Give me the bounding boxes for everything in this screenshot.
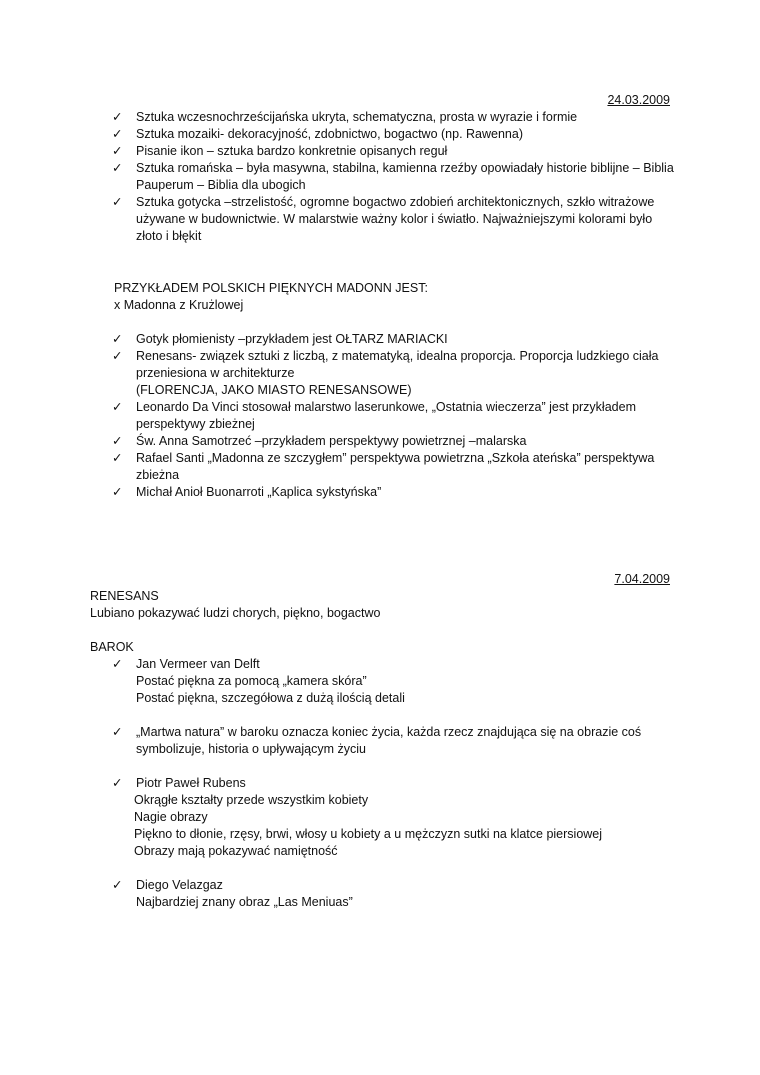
section-barok <box>90 639 675 911</box>
list-item-velazquez <box>90 877 675 911</box>
list-item <box>90 143 675 160</box>
checkmark-icon: ✓ <box>112 349 123 363</box>
list-item <box>90 109 675 126</box>
checkmark-icon: ✓ <box>112 451 123 465</box>
list-item-rubens <box>90 775 675 792</box>
spacer <box>90 860 675 877</box>
item-text: Sztuka romańska – była masywna, stabilna, kamienna rzeźby opowiadały historie biblijne – Biblia Pauperum – Biblia dla ubogich <box>136 161 674 192</box>
checklist-barok <box>90 656 675 792</box>
list-item <box>90 433 675 450</box>
item-text: Sztuka gotycka –strzelistość, ogromne bogactwo zdobień architektonicznych, szkło witrażowe używane w budownictwie. W malarstwie ważny kolor i światło. Najważniejszymi kolorami było złoto i błękit <box>136 195 655 243</box>
checkmark-icon: ✓ <box>112 161 123 175</box>
rubens-detail: Okrągłe kształty przede wszystkim kobiety <box>134 793 369 807</box>
item-text: Św. Anna Samotrzeć –przykładem perspektywy powietrznej –malarska <box>136 434 527 448</box>
artist-name: Diego Velazgaz <box>136 878 223 892</box>
item-text: Sztuka wczesnochrześcijańska ukryta, schematyczna, prosta w wyrazie i formie <box>136 110 578 124</box>
rubens-detail: Piękno to dłonie, rzęsy, brwi, włosy u kobiety a u mężczyzn sutki na klatce piersiowej <box>134 827 603 841</box>
list-item <box>90 348 675 399</box>
artist-name: Jan Vermeer van Delft <box>136 657 260 671</box>
item-text: Michał Anioł Buonarroti „Kaplica sykstyńska” <box>136 485 382 499</box>
checkmark-icon: ✓ <box>112 400 123 414</box>
barok-heading: BAROK <box>90 640 134 654</box>
list-item <box>90 484 675 501</box>
section-madonny <box>90 280 675 314</box>
checklist-gothic-renaissance <box>90 331 675 501</box>
item-text: Renesans- związek sztuki z liczbą, z matematyką, idealna proporcja. Proporcja ludzkiego ciała przeniesiona w architekturze <box>136 349 659 380</box>
checklist-early-art <box>90 109 675 245</box>
item-text: Leonardo Da Vinci stosował malarstwo laserunkowe, „Ostatnia wieczerza” jest przykładem perspektywy zbieżnej <box>136 400 636 431</box>
item-text: Rafael Santi „Madonna ze szczygłem” perspektywa powietrzna „Szkoła ateńska” perspektywa zbieżna <box>136 451 655 482</box>
checkmark-icon: ✓ <box>112 485 123 499</box>
detail-line: Postać piękna, szczegółowa z dużą ilością detali <box>136 691 405 705</box>
date-24-03-2009: 24.03.2009 <box>607 93 670 107</box>
checkmark-icon: ✓ <box>112 332 123 346</box>
item-text: Pisanie ikon – sztuka bardzo konkretnie opisanych reguł <box>136 144 448 158</box>
detail-line: Najbardziej znany obraz „Las Meniuas” <box>136 895 353 909</box>
list-item <box>90 450 675 484</box>
checkmark-icon: ✓ <box>112 110 123 124</box>
list-item <box>90 194 675 245</box>
checkmark-icon: ✓ <box>112 434 123 448</box>
section-renesans <box>90 588 675 622</box>
checkmark-icon: ✓ <box>112 127 123 141</box>
renesans-heading: RENESANS <box>90 589 159 603</box>
checkmark-icon: ✓ <box>112 657 123 671</box>
renesans-text: Lubiano pokazywać ludzi chorych, piękno, bogactwo <box>90 606 381 620</box>
list-item <box>90 126 675 143</box>
checkmark-icon: ✓ <box>112 776 123 790</box>
list-item-vermeer <box>90 656 675 707</box>
spacer <box>90 758 675 775</box>
madonn-heading: PRZYKŁADEM POLSKICH PIĘKNYCH MADONN JEST: <box>114 281 428 295</box>
item-text: „Martwa natura” w baroku oznacza koniec życia, każda rzecz znajdująca się na obrazie coś symbolizuje, historia o upływającym życiu <box>136 725 642 756</box>
checklist-velazquez <box>90 877 675 911</box>
checkmark-icon: ✓ <box>112 144 123 158</box>
item-text: Gotyk płomienisty –przykładem jest OŁTARZ MARIACKI <box>136 332 448 346</box>
list-item <box>90 160 675 194</box>
section-gothic-renaissance <box>90 331 675 501</box>
list-item <box>90 331 675 348</box>
madonn-example: x Madonna z Krużlowej <box>114 298 244 312</box>
list-item-martwa-natura <box>90 724 675 758</box>
list-item <box>90 399 675 433</box>
detail-line: Postać piękna za pomocą „kamera skóra” <box>136 674 367 688</box>
rubens-detail: Nagie obrazy <box>134 810 208 824</box>
spacer <box>90 707 675 724</box>
section-early-art <box>90 109 675 245</box>
item-text: Sztuka mozaiki- dekoracyjność, zdobnictwo, bogactwo (np. Rawenna) <box>136 127 523 141</box>
rubens-detail: Obrazy mają pokazywać namiętność <box>134 844 338 858</box>
artist-name: Piotr Paweł Rubens <box>136 776 246 790</box>
item-extra: (FLORENCJA, JAKO MIASTO RENESANSOWE) <box>136 383 412 397</box>
checkmark-icon: ✓ <box>112 725 123 739</box>
checkmark-icon: ✓ <box>112 878 123 892</box>
checkmark-icon: ✓ <box>112 195 123 209</box>
date-7-04-2009: 7.04.2009 <box>614 572 670 586</box>
